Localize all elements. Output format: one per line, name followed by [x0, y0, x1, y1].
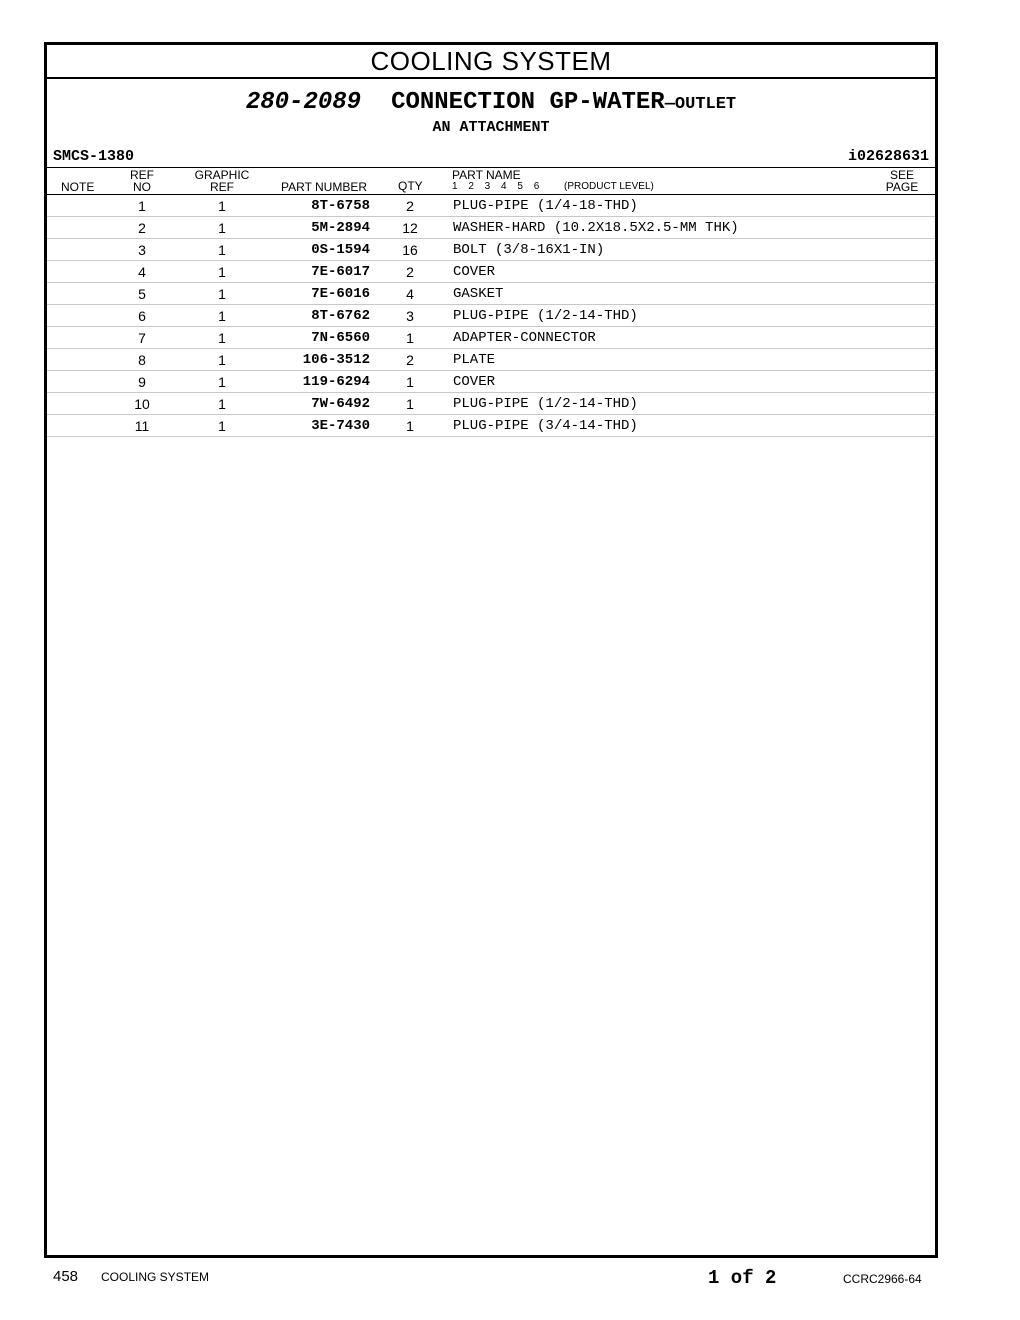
quantity: 12	[402, 220, 418, 236]
part-number: 7E-6016	[311, 286, 370, 302]
table-row	[47, 261, 935, 283]
graphic-ref: 1	[218, 220, 226, 236]
part-name: COVER	[453, 264, 496, 280]
smcs-code: SMCS-1380	[53, 148, 135, 165]
part-name: PLUG-PIPE (1/2-14-THD)	[453, 308, 638, 324]
col-note: NOTE	[61, 180, 95, 194]
col-ref-top: REF	[130, 168, 154, 182]
graphic-ref: 1	[218, 286, 226, 302]
table-row	[47, 283, 935, 305]
col-graphic-top: GRAPHIC	[194, 168, 250, 182]
graphic-ref: 1	[218, 242, 226, 258]
table-row	[47, 217, 935, 239]
table-row	[47, 415, 935, 437]
part-number: 7W-6492	[311, 396, 370, 412]
section-title: COOLING SYSTEM	[47, 45, 935, 79]
page-number: 458	[53, 1268, 79, 1285]
graphic-ref: 1	[218, 330, 226, 346]
ref-number: 6	[138, 308, 146, 324]
part-name: PLUG-PIPE (1/4-18-THD)	[453, 198, 638, 214]
graphic-ref: 1	[218, 308, 226, 324]
col-part-number: PART NUMBER	[281, 180, 368, 194]
quantity: 2	[406, 198, 414, 214]
table-row	[47, 349, 935, 371]
ref-number: 11	[134, 418, 150, 434]
table-row	[47, 305, 935, 327]
part-number: 8T-6762	[311, 308, 370, 324]
quantity: 2	[406, 264, 414, 280]
graphic-ref: 1	[218, 352, 226, 368]
part-name: PLUG-PIPE (3/4-14-THD)	[453, 418, 638, 434]
attachment-label: AN ATTACHMENT	[432, 119, 550, 136]
part-number: 106-3512	[302, 352, 370, 368]
parts-page-frame	[44, 42, 938, 1258]
ref-number: 2	[138, 220, 146, 236]
quantity: 1	[406, 418, 414, 434]
part-number: 3E-7430	[311, 418, 370, 434]
ref-number: 7	[138, 330, 146, 346]
part-name: GASKET	[453, 286, 504, 302]
part-number: 119-6294	[302, 374, 370, 390]
col-ref-bottom: NO	[133, 180, 151, 194]
column-header	[47, 167, 935, 195]
col-see-bottom: PAGE	[885, 180, 919, 194]
part-name: ADAPTER-CONNECTOR	[453, 330, 596, 346]
quantity: 1	[406, 396, 414, 412]
group-suffix: —OUTLET	[664, 95, 737, 114]
footer-section: COOLING SYSTEM	[101, 1270, 210, 1284]
col-graphic-bottom: REF	[210, 180, 234, 194]
page-footer	[0, 1264, 1020, 1294]
table-row	[47, 393, 935, 415]
part-number: 7E-6017	[311, 264, 370, 280]
quantity: 2	[406, 352, 414, 368]
group-name: CONNECTION GP-WATER	[391, 89, 665, 116]
graphic-ref: 1	[218, 264, 226, 280]
ref-number: 5	[138, 286, 146, 302]
graphic-ref: 1	[218, 374, 226, 390]
graphic-ref: 1	[218, 418, 226, 434]
group-title	[47, 89, 935, 119]
part-name: PLATE	[453, 352, 496, 368]
table-row	[47, 327, 935, 349]
group-number: 280-2089	[245, 89, 362, 116]
part-name: COVER	[453, 374, 496, 390]
parts-list	[47, 195, 935, 437]
ref-number: 1	[138, 198, 146, 214]
table-row	[47, 195, 935, 217]
document-id: CCRC2966-64	[843, 1272, 922, 1286]
identifier-line	[47, 145, 935, 167]
part-number: 0S-1594	[311, 242, 370, 258]
quantity: 1	[406, 374, 414, 390]
ref-number: 10	[134, 396, 150, 412]
part-name: PLUG-PIPE (1/2-14-THD)	[453, 396, 638, 412]
sheet-counter: 1 of 2	[708, 1267, 777, 1289]
ref-number: 3	[138, 242, 146, 258]
quantity: 1	[406, 330, 414, 346]
col-product-level: (PRODUCT LEVEL)	[564, 181, 654, 192]
table-row	[47, 371, 935, 393]
table-row	[47, 239, 935, 261]
illustration-id: i02628631	[847, 148, 929, 165]
ref-number: 4	[138, 264, 146, 280]
ref-number: 9	[138, 374, 146, 390]
col-qty: QTY	[398, 179, 423, 193]
col-level-numbers: 1 2 3 4 5 6	[452, 181, 540, 192]
part-name: BOLT (3/8-16X1-IN)	[453, 242, 605, 258]
part-name: WASHER-HARD (10.2X18.5X2.5-MM THK)	[453, 220, 739, 236]
quantity: 3	[406, 308, 414, 324]
col-see-top: SEE	[889, 168, 914, 182]
part-number: 8T-6758	[311, 198, 370, 214]
quantity: 4	[406, 286, 414, 302]
graphic-ref: 1	[218, 198, 226, 214]
part-number: 5M-2894	[311, 220, 370, 236]
graphic-ref: 1	[218, 396, 226, 412]
ref-number: 8	[138, 352, 146, 368]
quantity: 16	[402, 242, 418, 258]
col-part-name: PART NAME	[452, 168, 521, 182]
part-number: 7N-6560	[311, 330, 370, 346]
